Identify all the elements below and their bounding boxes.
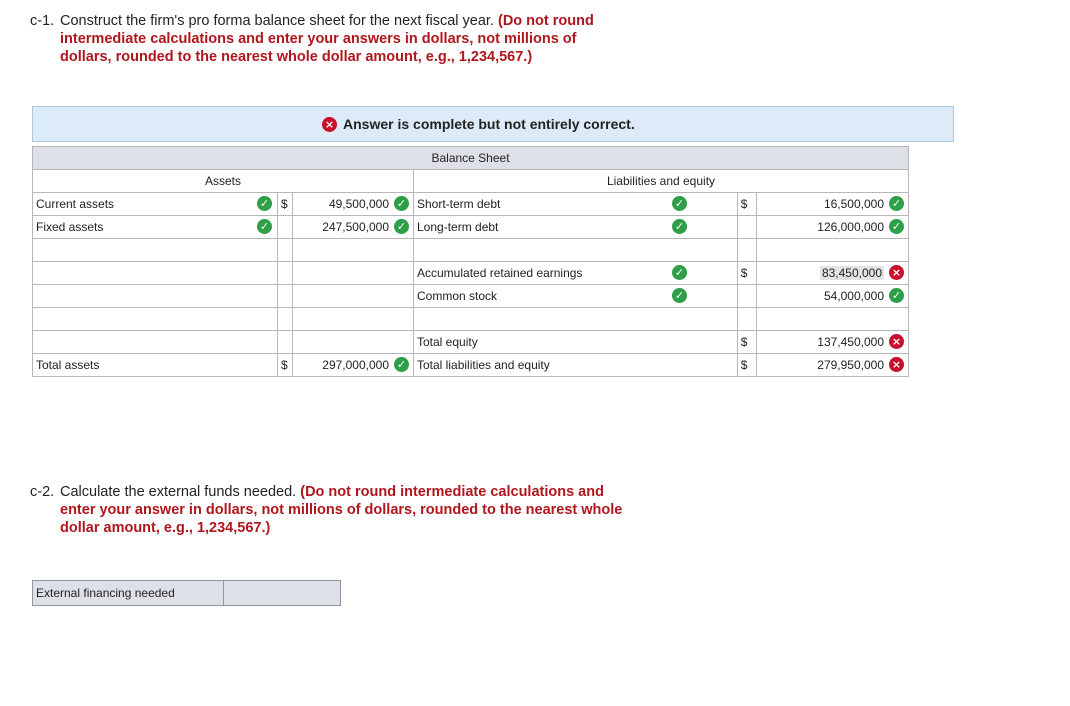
total-liabilities-equity-input[interactable]: 279,950,000 × <box>756 354 908 377</box>
total-assets-input[interactable]: 297,000,000 ✓ <box>293 354 414 377</box>
table-row <box>33 308 909 331</box>
liabilities-header: Liabilities and equity <box>414 170 909 193</box>
question-number: c-2. <box>30 484 55 500</box>
check-circle-icon: ✓ <box>672 219 687 234</box>
currency-sign: $ <box>740 358 748 372</box>
table-row <box>33 239 909 262</box>
currency-sign: $ <box>740 197 748 211</box>
fixed-assets-input[interactable]: 247,500,000 ✓ <box>293 216 414 239</box>
table-row <box>33 262 909 285</box>
current-assets-input[interactable]: 49,500,000 ✓ <box>293 193 414 216</box>
question-text-plain: Construct the firm's pro forma balance sheet for the next fiscal year. <box>60 13 494 29</box>
question-text <box>60 483 622 537</box>
table-row <box>33 354 909 377</box>
question-instruction: intermediate calculations and enter your answers in dollars, not millions of <box>60 31 577 47</box>
x-circle-icon: × <box>322 117 337 132</box>
question-instruction: (Do not round <box>497 13 594 29</box>
assets-header: Assets <box>33 170 414 193</box>
currency-sign: $ <box>740 266 748 280</box>
liability-label: Total liabilities and equity <box>417 358 550 372</box>
table-row <box>33 285 909 308</box>
external-financing-label: External financing needed <box>33 581 224 606</box>
table-row <box>33 193 909 216</box>
asset-label: Total assets <box>36 358 100 372</box>
check-circle-icon: ✓ <box>672 265 687 280</box>
check-circle-icon: ✓ <box>889 288 904 303</box>
check-circle-icon: ✓ <box>889 219 904 234</box>
liability-label: Long-term debt <box>417 220 499 234</box>
currency-sign: $ <box>281 197 288 211</box>
question-number: c-1. <box>30 13 55 29</box>
liability-label: Accumulated retained earnings <box>417 266 583 280</box>
balance-sheet-table <box>32 146 909 377</box>
x-circle-icon: × <box>889 334 904 349</box>
common-stock-input[interactable]: 54,000,000 ✓ <box>756 285 908 308</box>
asset-label: Current assets <box>36 197 115 211</box>
check-circle-icon: ✓ <box>672 196 687 211</box>
check-circle-icon: ✓ <box>394 196 409 211</box>
check-circle-icon: ✓ <box>394 219 409 234</box>
total-equity-input[interactable]: 137,450,000 × <box>756 331 908 354</box>
table-row <box>33 331 909 354</box>
x-circle-icon: × <box>889 265 904 280</box>
x-circle-icon: × <box>889 357 904 372</box>
check-circle-icon: ✓ <box>394 357 409 372</box>
external-financing-table <box>32 580 341 606</box>
question-instruction: dollar amount, e.g., 1,234,567.) <box>60 520 271 536</box>
question-instruction: enter your answer in dollars, not millions of dollars, rounded to the nearest whole <box>60 502 623 518</box>
feedback-banner <box>32 106 954 142</box>
table-row <box>33 216 909 239</box>
question-instruction: dollars, rounded to the nearest whole dollar amount, e.g., 1,234,567.) <box>60 49 533 65</box>
retained-earnings-input[interactable]: 83,450,000 × <box>756 262 908 285</box>
long-term-debt-input[interactable]: 126,000,000 ✓ <box>756 216 908 239</box>
check-circle-icon: ✓ <box>257 196 272 211</box>
short-term-debt-input[interactable]: 16,500,000 ✓ <box>756 193 908 216</box>
check-circle-icon: ✓ <box>672 288 687 303</box>
liability-label: Short-term debt <box>417 197 501 211</box>
check-circle-icon: ✓ <box>257 219 272 234</box>
question-text <box>60 12 594 66</box>
check-circle-icon: ✓ <box>889 196 904 211</box>
table-title: Balance Sheet <box>33 147 909 170</box>
question-text-plain: Calculate the external funds needed. <box>60 484 297 500</box>
external-financing-input[interactable] <box>224 581 341 606</box>
liability-label: Common stock <box>417 289 498 303</box>
question-instruction: (Do not round intermediate calculations and <box>300 484 604 500</box>
feedback-message: Answer is complete but not entirely correct. <box>343 116 635 132</box>
currency-sign: $ <box>740 335 748 349</box>
asset-label: Fixed assets <box>36 220 104 234</box>
liability-label: Total equity <box>417 335 478 349</box>
currency-sign: $ <box>281 358 288 372</box>
